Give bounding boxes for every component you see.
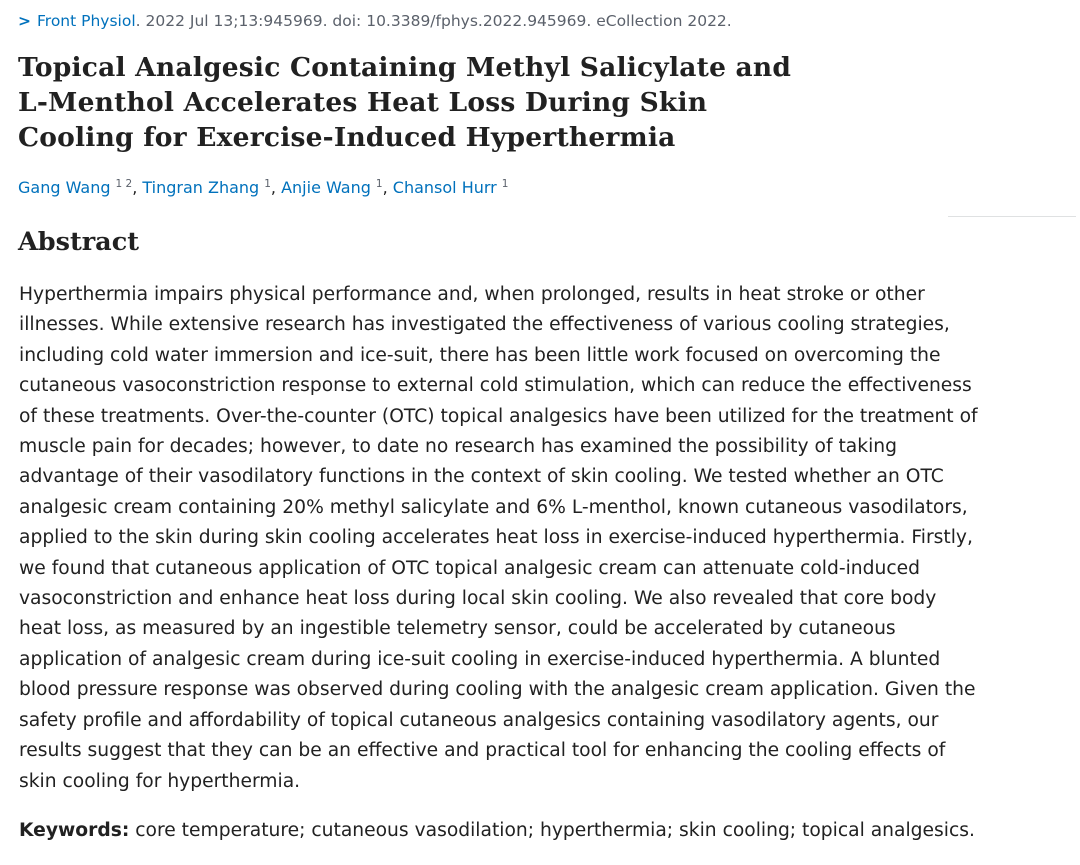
keywords-label: Keywords:: [19, 820, 130, 841]
divider: [948, 216, 1076, 217]
abstract-line: applied to the skin during skin cooling accelerates heat loss in exercise-induced hyperthermia. Firstly,: [19, 527, 973, 549]
author-list: [18, 178, 508, 197]
abstract-line: illnesses. While extensive research has investigated the effectiveness of various cooling strategies,: [19, 314, 950, 336]
abstract-line: skin cooling for hyperthermia.: [19, 770, 301, 792]
title-line: L-Menthol Accelerates Heat Loss During Skin: [18, 87, 708, 118]
author-link[interactable]: Tingran Zhang: [142, 178, 260, 197]
abstract-line: analgesic cream containing 20% methyl salicylate and 6% L-menthol, known cutaneous vasodilators,: [19, 496, 968, 518]
abstract-line: including cold water immersion and ice-suit, there has been little work focused on overcoming the: [19, 344, 941, 366]
abstract-line: heat loss, as measured by an ingestible telemetry sensor, could be accelerated by cutaneous: [19, 618, 896, 640]
abstract-line: application of analgesic cream during ice-suit cooling in exercise-induced hyperthermia. A blunted: [19, 648, 941, 670]
abstract-line: blood pressure response was observed during cooling with the analgesic cream application. Given the: [19, 679, 976, 701]
author-link[interactable]: Gang Wang: [18, 178, 111, 197]
article-title: [18, 50, 918, 155]
abstract-line: cutaneous vasoconstriction response to external cold stimulation, which can reduce the effectiveness: [19, 375, 972, 397]
author-separator: ,: [270, 178, 276, 197]
citation-line: [18, 12, 732, 30]
affiliation-link[interactable]: 1: [375, 178, 383, 190]
abstract-line: advantage of their vasodilatory functions in the context of skin cooling. We tested whether an OTC: [19, 466, 944, 488]
abstract-text: [19, 280, 1059, 797]
author-link[interactable]: Anjie Wang: [281, 178, 371, 197]
citation-details: . 2022 Jul 13;13:945969. doi: 10.3389/fphys.2022.945969. eCollection 2022.: [135, 12, 732, 30]
abstract-line: muscle pain for decades; however, to date no research has examined the possibility of taking: [19, 436, 897, 458]
affiliation-link[interactable]: 1 2: [115, 178, 133, 190]
abstract-line: we found that cutaneous application of OTC topical analgesic cream can attenuate cold-induced: [19, 557, 920, 579]
abstract-line: Hyperthermia impairs physical performance and, when prolonged, results in heat stroke or other: [19, 284, 925, 305]
author-link[interactable]: Chansol Hurr: [392, 178, 497, 197]
journal-link[interactable]: Front Physiol: [37, 12, 136, 30]
title-line: Topical Analgesic Containing Methyl Salicylate and: [18, 52, 792, 83]
keywords: [19, 816, 975, 846]
abstract-line: safety profile and affordability of topical cutaneous analgesics containing vasodilatory agents, our: [19, 709, 939, 731]
abstract-line: vasoconstriction and enhance heat loss during local skin cooling. We also revealed that core body: [19, 588, 937, 610]
abstract-line: of these treatments. Over-the-counter (OTC) topical analgesics have been utilized for the treatment of: [19, 405, 978, 427]
keywords-text: core temperature; cutaneous vasodilation; hyperthermia; skin cooling; topical analgesics.: [135, 820, 975, 841]
abstract-line: results suggest that they can be an effective and practical tool for enhancing the cooling effects of: [19, 740, 946, 762]
abstract-heading: Abstract: [18, 227, 140, 257]
affiliation-link[interactable]: 1: [501, 178, 509, 190]
author-separator: ,: [382, 178, 388, 197]
chevron-right-icon[interactable]: >: [18, 12, 31, 30]
author-separator: ,: [132, 178, 138, 197]
affiliation-link[interactable]: 1: [264, 178, 271, 190]
title-line: Cooling for Exercise-Induced Hyperthermia: [18, 122, 676, 153]
